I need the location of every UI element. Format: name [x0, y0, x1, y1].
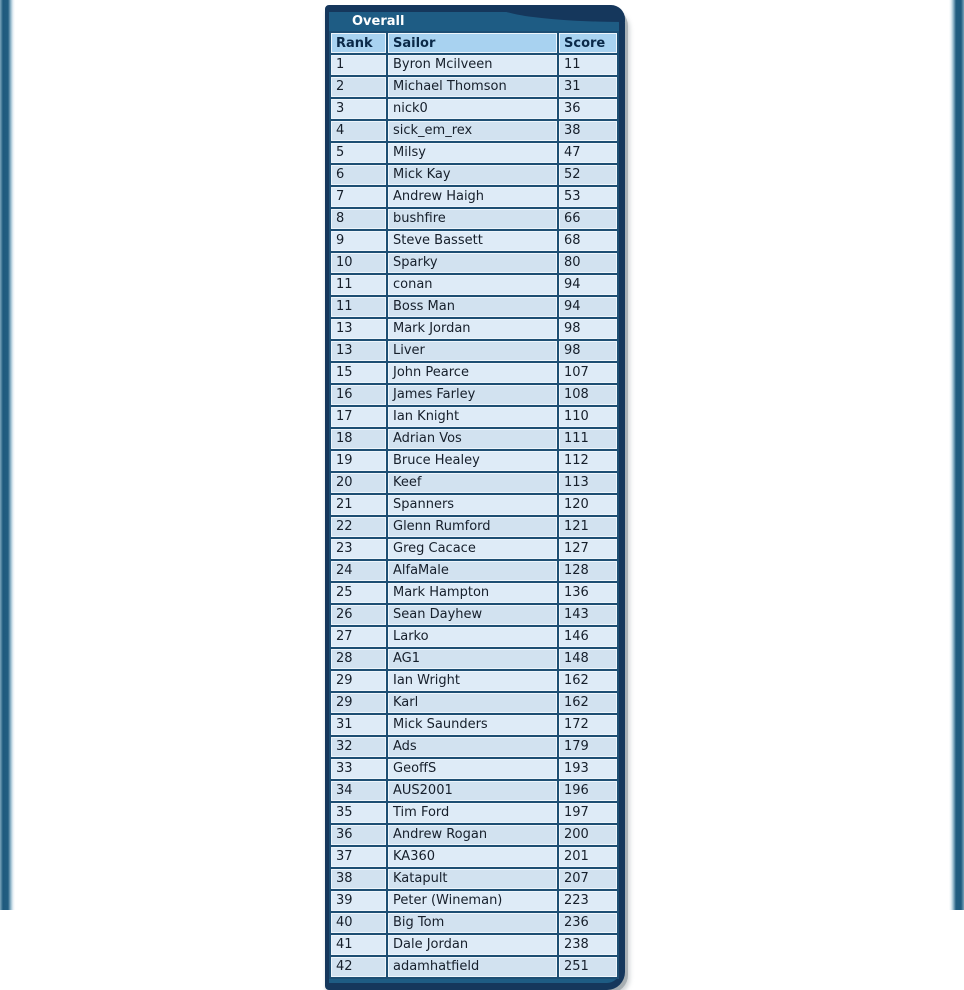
- score-cell: 36: [559, 99, 617, 119]
- rank-cell: 24: [331, 561, 386, 581]
- rank-cell: 21: [331, 495, 386, 515]
- table-row: [331, 693, 617, 713]
- sailor-cell: Steve Bassett: [388, 231, 557, 251]
- table-row: [331, 649, 617, 669]
- score-cell: 121: [559, 517, 617, 537]
- table-row: [331, 605, 617, 625]
- table-row: [331, 275, 617, 295]
- table-row: [331, 55, 617, 75]
- sailor-cell: bushfire: [388, 209, 557, 229]
- rank-cell: 36: [331, 825, 386, 845]
- score-cell: 146: [559, 627, 617, 647]
- score-cell: 207: [559, 869, 617, 889]
- rank-cell: 9: [331, 231, 386, 251]
- sailor-cell: adamhatfield: [388, 957, 557, 977]
- score-cell: 111: [559, 429, 617, 449]
- rank-cell: 34: [331, 781, 386, 801]
- score-cell: 110: [559, 407, 617, 427]
- table-row: [331, 737, 617, 757]
- table-row: [331, 495, 617, 515]
- score-cell: 38: [559, 121, 617, 141]
- sailor-cell: John Pearce: [388, 363, 557, 383]
- table-row: [331, 517, 617, 537]
- table-row: [331, 429, 617, 449]
- sailor-cell: AlfaMale: [388, 561, 557, 581]
- table-row: [331, 715, 617, 735]
- sailor-cell: Mick Saunders: [388, 715, 557, 735]
- table-row: [331, 825, 617, 845]
- sailor-cell: Ian Wright: [388, 671, 557, 691]
- rank-cell: 7: [331, 187, 386, 207]
- sailor-cell: Big Tom: [388, 913, 557, 933]
- sailor-cell: Mick Kay: [388, 165, 557, 185]
- score-cell: 47: [559, 143, 617, 163]
- rank-cell: 10: [331, 253, 386, 273]
- score-cell: 94: [559, 297, 617, 317]
- rank-cell: 8: [331, 209, 386, 229]
- rank-cell: 25: [331, 583, 386, 603]
- score-cell: 193: [559, 759, 617, 779]
- sailor-cell: Sean Dayhew: [388, 605, 557, 625]
- score-cell: 107: [559, 363, 617, 383]
- sailor-cell: Adrian Vos: [388, 429, 557, 449]
- table-row: [331, 77, 617, 97]
- sailor-cell: Sparky: [388, 253, 557, 273]
- sailor-cell: Mark Jordan: [388, 319, 557, 339]
- sailor-cell: James Farley: [388, 385, 557, 405]
- sailor-cell: Bruce Healey: [388, 451, 557, 471]
- sailor-cell: Tim Ford: [388, 803, 557, 823]
- score-cell: 179: [559, 737, 617, 757]
- right-edge-border: [949, 0, 964, 910]
- table-row: [331, 363, 617, 383]
- score-cell: 162: [559, 671, 617, 691]
- table-row: [331, 385, 617, 405]
- rank-cell: 35: [331, 803, 386, 823]
- score-cell: 127: [559, 539, 617, 559]
- score-cell: 112: [559, 451, 617, 471]
- score-cell: 136: [559, 583, 617, 603]
- score-cell: 66: [559, 209, 617, 229]
- score-cell: 31: [559, 77, 617, 97]
- score-cell: 238: [559, 935, 617, 955]
- score-cell: 108: [559, 385, 617, 405]
- table-row: [331, 165, 617, 185]
- rank-cell: 3: [331, 99, 386, 119]
- rank-cell: 2: [331, 77, 386, 97]
- table-row: [331, 627, 617, 647]
- sailor-cell: Boss Man: [388, 297, 557, 317]
- table-row: [331, 187, 617, 207]
- score-cell: 196: [559, 781, 617, 801]
- rank-cell: 29: [331, 671, 386, 691]
- col-header-score: Score: [559, 33, 617, 53]
- panel-title: Overall: [352, 14, 405, 29]
- score-cell: 128: [559, 561, 617, 581]
- sailor-cell: sick_em_rex: [388, 121, 557, 141]
- rank-cell: 16: [331, 385, 386, 405]
- score-cell: 197: [559, 803, 617, 823]
- score-cell: 98: [559, 319, 617, 339]
- table-row: [331, 341, 617, 361]
- table-row: [331, 913, 617, 933]
- table-header-row: [331, 33, 617, 53]
- table-row: [331, 759, 617, 779]
- sailor-cell: GeoffS: [388, 759, 557, 779]
- score-cell: 11: [559, 55, 617, 75]
- score-cell: 68: [559, 231, 617, 251]
- sailor-cell: Karl: [388, 693, 557, 713]
- table-row: [331, 407, 617, 427]
- table-row: [331, 935, 617, 955]
- sailor-cell: Liver: [388, 341, 557, 361]
- results-panel: [325, 5, 625, 990]
- score-cell: 52: [559, 165, 617, 185]
- score-cell: 200: [559, 825, 617, 845]
- sailor-cell: Byron Mcilveen: [388, 55, 557, 75]
- rank-cell: 1: [331, 55, 386, 75]
- sailor-cell: Ads: [388, 737, 557, 757]
- rank-cell: 11: [331, 297, 386, 317]
- table-row: [331, 891, 617, 911]
- sailor-cell: AG1: [388, 649, 557, 669]
- rank-cell: 15: [331, 363, 386, 383]
- sailor-cell: nick0: [388, 99, 557, 119]
- table-row: [331, 671, 617, 691]
- table-row: [331, 99, 617, 119]
- score-cell: 251: [559, 957, 617, 977]
- table-row: [331, 253, 617, 273]
- score-cell: 53: [559, 187, 617, 207]
- rank-cell: 17: [331, 407, 386, 427]
- rank-cell: 4: [331, 121, 386, 141]
- score-cell: 201: [559, 847, 617, 867]
- table-row: [331, 121, 617, 141]
- sailor-cell: conan: [388, 275, 557, 295]
- table-row: [331, 803, 617, 823]
- rank-cell: 11: [331, 275, 386, 295]
- rank-cell: 28: [331, 649, 386, 669]
- table-row: [331, 451, 617, 471]
- sailor-cell: Spanners: [388, 495, 557, 515]
- score-cell: 236: [559, 913, 617, 933]
- score-cell: 80: [559, 253, 617, 273]
- score-cell: 148: [559, 649, 617, 669]
- table-row: [331, 561, 617, 581]
- score-cell: 94: [559, 275, 617, 295]
- sailor-cell: Katapult: [388, 869, 557, 889]
- rank-cell: 27: [331, 627, 386, 647]
- rank-cell: 13: [331, 319, 386, 339]
- col-header-sailor: Sailor: [388, 33, 557, 53]
- table-row: [331, 847, 617, 867]
- rank-cell: 19: [331, 451, 386, 471]
- score-cell: 162: [559, 693, 617, 713]
- table-row: [331, 957, 617, 977]
- table-row: [331, 869, 617, 889]
- rank-cell: 32: [331, 737, 386, 757]
- rank-cell: 5: [331, 143, 386, 163]
- table-row: [331, 781, 617, 801]
- score-cell: 223: [559, 891, 617, 911]
- table-body: [331, 55, 617, 977]
- sailor-cell: KA360: [388, 847, 557, 867]
- rank-cell: 23: [331, 539, 386, 559]
- score-cell: 98: [559, 341, 617, 361]
- rank-cell: 20: [331, 473, 386, 493]
- table-row: [331, 143, 617, 163]
- left-edge-border: [0, 0, 15, 910]
- rank-cell: 37: [331, 847, 386, 867]
- rank-cell: 13: [331, 341, 386, 361]
- sailor-cell: Keef: [388, 473, 557, 493]
- results-table: [329, 31, 619, 979]
- sailor-cell: Peter (Wineman): [388, 891, 557, 911]
- score-cell: 113: [559, 473, 617, 493]
- table-row: [331, 319, 617, 339]
- rank-cell: 6: [331, 165, 386, 185]
- sailor-cell: Ian Knight: [388, 407, 557, 427]
- sailor-cell: Dale Jordan: [388, 935, 557, 955]
- rank-cell: 40: [331, 913, 386, 933]
- sailor-cell: Andrew Haigh: [388, 187, 557, 207]
- sailor-cell: Greg Cacace: [388, 539, 557, 559]
- sailor-cell: AUS2001: [388, 781, 557, 801]
- sailor-cell: Larko: [388, 627, 557, 647]
- rank-cell: 33: [331, 759, 386, 779]
- score-cell: 172: [559, 715, 617, 735]
- table-row: [331, 583, 617, 603]
- score-cell: 120: [559, 495, 617, 515]
- table-row: [331, 473, 617, 493]
- table-row: [331, 231, 617, 251]
- table-row: [331, 209, 617, 229]
- sailor-cell: Michael Thomson: [388, 77, 557, 97]
- table-row: [331, 539, 617, 559]
- rank-cell: 31: [331, 715, 386, 735]
- rank-cell: 41: [331, 935, 386, 955]
- sailor-cell: Mark Hampton: [388, 583, 557, 603]
- rank-cell: 42: [331, 957, 386, 977]
- rank-cell: 22: [331, 517, 386, 537]
- rank-cell: 38: [331, 869, 386, 889]
- sailor-cell: Glenn Rumford: [388, 517, 557, 537]
- col-header-rank: Rank: [331, 33, 386, 53]
- sailor-cell: Andrew Rogan: [388, 825, 557, 845]
- table-row: [331, 297, 617, 317]
- rank-cell: 29: [331, 693, 386, 713]
- rank-cell: 18: [331, 429, 386, 449]
- score-cell: 143: [559, 605, 617, 625]
- rank-cell: 39: [331, 891, 386, 911]
- sailor-cell: Milsy: [388, 143, 557, 163]
- rank-cell: 26: [331, 605, 386, 625]
